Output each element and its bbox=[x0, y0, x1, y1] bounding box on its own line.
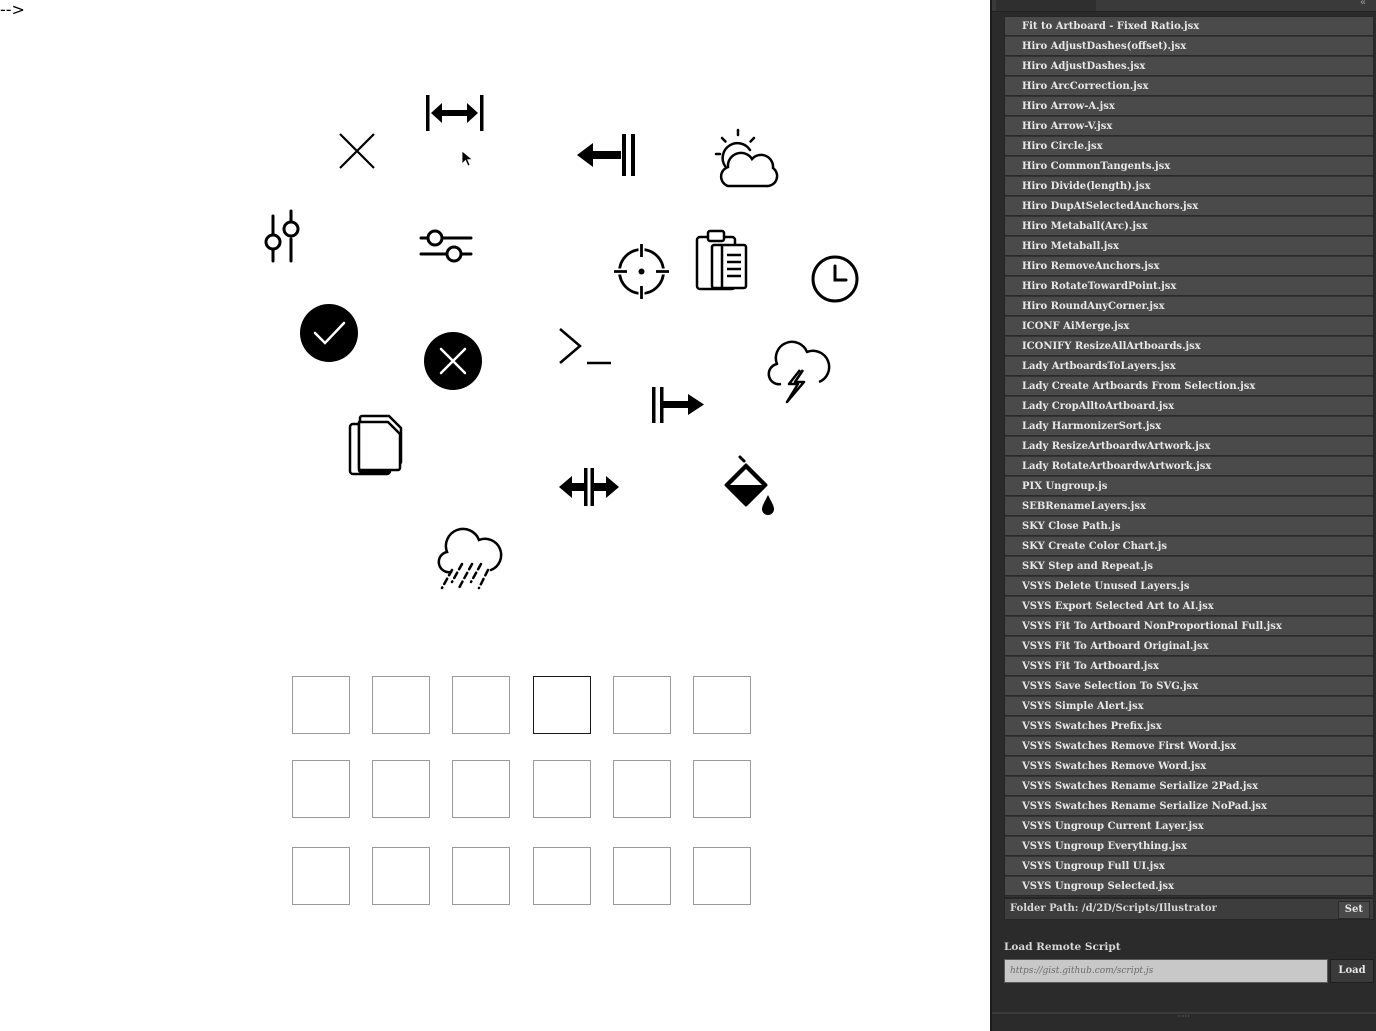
grid-cell[interactable] bbox=[693, 676, 751, 734]
script-list-item[interactable]: Hiro DupAtSelectedAnchors.jsx bbox=[1005, 197, 1373, 216]
script-list-item[interactable]: Hiro Circle.jsx bbox=[1005, 137, 1373, 156]
paint-bucket-icon[interactable] bbox=[722, 455, 778, 517]
grid-cell[interactable] bbox=[452, 676, 510, 734]
script-list-item[interactable]: VSYS Delete Unused Layers.js bbox=[1005, 577, 1373, 596]
grid-cell[interactable] bbox=[533, 760, 591, 818]
clock-icon[interactable] bbox=[810, 254, 860, 304]
script-list-item[interactable]: VSYS Ungroup Everything.jsx bbox=[1005, 837, 1373, 856]
panel-collapse-icon[interactable]: « bbox=[1359, 0, 1366, 8]
fit-width-icon[interactable] bbox=[424, 94, 485, 132]
script-list-item[interactable]: SKY Create Color Chart.js bbox=[1005, 537, 1373, 556]
script-list-item[interactable]: Lady ArtboardsToLayers.jsx bbox=[1005, 357, 1373, 376]
script-list-item[interactable]: Hiro CommonTangents.jsx bbox=[1005, 157, 1373, 176]
script-list-item[interactable]: SEBRenameLayers.jsx bbox=[1005, 497, 1373, 516]
script-list-item[interactable]: Lady CropAlltoArtboard.jsx bbox=[1005, 397, 1373, 416]
script-list-item[interactable]: ICONIFY ResizeAllArtboards.jsx bbox=[1005, 337, 1373, 356]
thunderstorm-icon[interactable] bbox=[767, 344, 829, 406]
remote-url-input[interactable]: https://gist.github.com/script.js bbox=[1004, 959, 1328, 983]
script-list-item[interactable]: Hiro RotateTowardPoint.jsx bbox=[1005, 277, 1373, 296]
align-left-arrow-icon[interactable] bbox=[576, 133, 636, 177]
script-list-item[interactable]: Hiro Arrow-A.jsx bbox=[1005, 97, 1373, 116]
script-list-item[interactable]: Lady RotateArtboardwArtwork.jsx bbox=[1005, 457, 1373, 476]
script-list-item[interactable]: VSYS Fit To Artboard Original.jsx bbox=[1005, 637, 1373, 656]
script-list-item[interactable]: Hiro RemoveAnchors.jsx bbox=[1005, 257, 1373, 276]
script-list-item[interactable]: Fit to Artboard - Fixed Ratio.jsx bbox=[1005, 17, 1373, 36]
grid-cell[interactable] bbox=[452, 760, 510, 818]
partly-cloudy-icon[interactable] bbox=[714, 128, 776, 190]
grid-cell[interactable] bbox=[372, 760, 430, 818]
script-list-item[interactable]: VSYS Fit To Artboard NonProportional Full.jsx bbox=[1005, 617, 1373, 636]
grid-cell[interactable] bbox=[292, 760, 350, 818]
script-list-item[interactable]: VSYS Swatches Rename Serialize 2Pad.jsx bbox=[1005, 777, 1373, 796]
horizontal-sliders-icon[interactable] bbox=[419, 226, 473, 264]
script-list-item[interactable]: Lady Create Artboards From Selection.jsx bbox=[1005, 377, 1373, 396]
resize-grip-icon[interactable]: ····· bbox=[1177, 1012, 1190, 1021]
grid-cell[interactable] bbox=[372, 847, 430, 905]
script-list-item[interactable]: Hiro Arrow-V.jsx bbox=[1005, 117, 1373, 136]
panel-tab-bar bbox=[992, 0, 1376, 12]
grid-cell-active[interactable] bbox=[533, 676, 591, 734]
load-button[interactable]: Load bbox=[1330, 959, 1374, 983]
script-list-item[interactable]: Hiro Metaball(Arc).jsx bbox=[1005, 217, 1373, 236]
script-list-item[interactable]: VSYS Swatches Remove First Word.jsx bbox=[1005, 737, 1373, 756]
align-right-arrow-icon[interactable] bbox=[651, 386, 705, 424]
scripts-panel bbox=[990, 0, 1376, 1031]
resize-horizontal-icon[interactable] bbox=[558, 467, 620, 507]
grid-cell[interactable] bbox=[613, 760, 671, 818]
script-list-item[interactable]: Hiro ArcCorrection.jsx bbox=[1005, 77, 1373, 96]
grid-cell[interactable] bbox=[533, 847, 591, 905]
grid-cell[interactable] bbox=[292, 676, 350, 734]
script-list-item[interactable]: VSYS Swatches Remove Word.jsx bbox=[1005, 757, 1373, 776]
set-folder-button[interactable]: Set bbox=[1338, 901, 1370, 919]
script-list-item[interactable]: SKY Step and Repeat.js bbox=[1005, 557, 1373, 576]
script-list-item[interactable]: Hiro Metaball.jsx bbox=[1005, 237, 1373, 256]
grid-cell[interactable] bbox=[452, 847, 510, 905]
panel-tab[interactable] bbox=[996, 0, 1096, 11]
grid-cell[interactable] bbox=[372, 676, 430, 734]
grid-cell[interactable] bbox=[693, 847, 751, 905]
folder-path-bar bbox=[1004, 898, 1374, 920]
script-list-item[interactable]: Hiro AdjustDashes(offset).jsx bbox=[1005, 37, 1373, 56]
script-list-item[interactable]: VSYS Swatches Prefix.jsx bbox=[1005, 717, 1373, 736]
artboard-canvas[interactable]: --> bbox=[0, 0, 990, 1031]
copy-files-icon[interactable] bbox=[348, 414, 404, 476]
grid-cell[interactable] bbox=[613, 676, 671, 734]
crosshair-icon[interactable] bbox=[613, 243, 670, 300]
script-list-item[interactable]: VSYS Ungroup Full UI.jsx bbox=[1005, 857, 1373, 876]
script-list-item[interactable]: VSYS Fit To Artboard.jsx bbox=[1005, 657, 1373, 676]
close-circle-icon[interactable] bbox=[423, 331, 483, 391]
script-list-item[interactable]: Hiro Divide(length).jsx bbox=[1005, 177, 1373, 196]
grid-cell[interactable] bbox=[693, 760, 751, 818]
script-list-item[interactable]: Hiro RoundAnyCorner.jsx bbox=[1005, 297, 1373, 316]
close-icon[interactable] bbox=[337, 131, 377, 171]
script-list-item[interactable]: VSYS Swatches Rename Serialize NoPad.jsx bbox=[1005, 797, 1373, 816]
load-remote-label: Load Remote Script bbox=[1004, 941, 1121, 953]
rain-icon[interactable] bbox=[437, 534, 501, 592]
script-list-item[interactable]: VSYS Export Selected Art to AI.jsx bbox=[1005, 597, 1373, 616]
script-list-item[interactable]: ICONF AiMerge.jsx bbox=[1005, 317, 1373, 336]
script-list-item[interactable]: VSYS Simple Alert.jsx bbox=[1005, 697, 1373, 716]
terminal-icon[interactable] bbox=[558, 327, 614, 367]
script-list-item[interactable]: PIX Ungroup.js bbox=[1005, 477, 1373, 496]
vertical-sliders-icon[interactable] bbox=[263, 208, 303, 264]
script-list-item[interactable]: Hiro AdjustDashes.jsx bbox=[1005, 57, 1373, 76]
script-list-item[interactable]: SKY Close Path.js bbox=[1005, 517, 1373, 536]
check-circle-icon[interactable] bbox=[299, 303, 359, 363]
grid-cell[interactable] bbox=[613, 847, 671, 905]
folder-path-label: Folder Path: /d/2D/Scripts/Illustrator bbox=[1010, 903, 1217, 914]
grid-cell[interactable] bbox=[292, 847, 350, 905]
script-list[interactable] bbox=[1004, 16, 1374, 898]
script-list-item[interactable]: VSYS Ungroup Selected.jsx bbox=[1005, 877, 1373, 896]
script-list-item[interactable]: VSYS Save Selection To SVG.jsx bbox=[1005, 677, 1373, 696]
script-list-item[interactable]: Lady ResizeArtboardwArtwork.jsx bbox=[1005, 437, 1373, 456]
mouse-pointer-icon bbox=[461, 150, 475, 168]
clipboard-icon[interactable] bbox=[694, 229, 750, 291]
script-list-item[interactable]: VSYS Ungroup Current Layer.jsx bbox=[1005, 817, 1373, 836]
script-list-item[interactable]: Lady HarmonizerSort.jsx bbox=[1005, 417, 1373, 436]
